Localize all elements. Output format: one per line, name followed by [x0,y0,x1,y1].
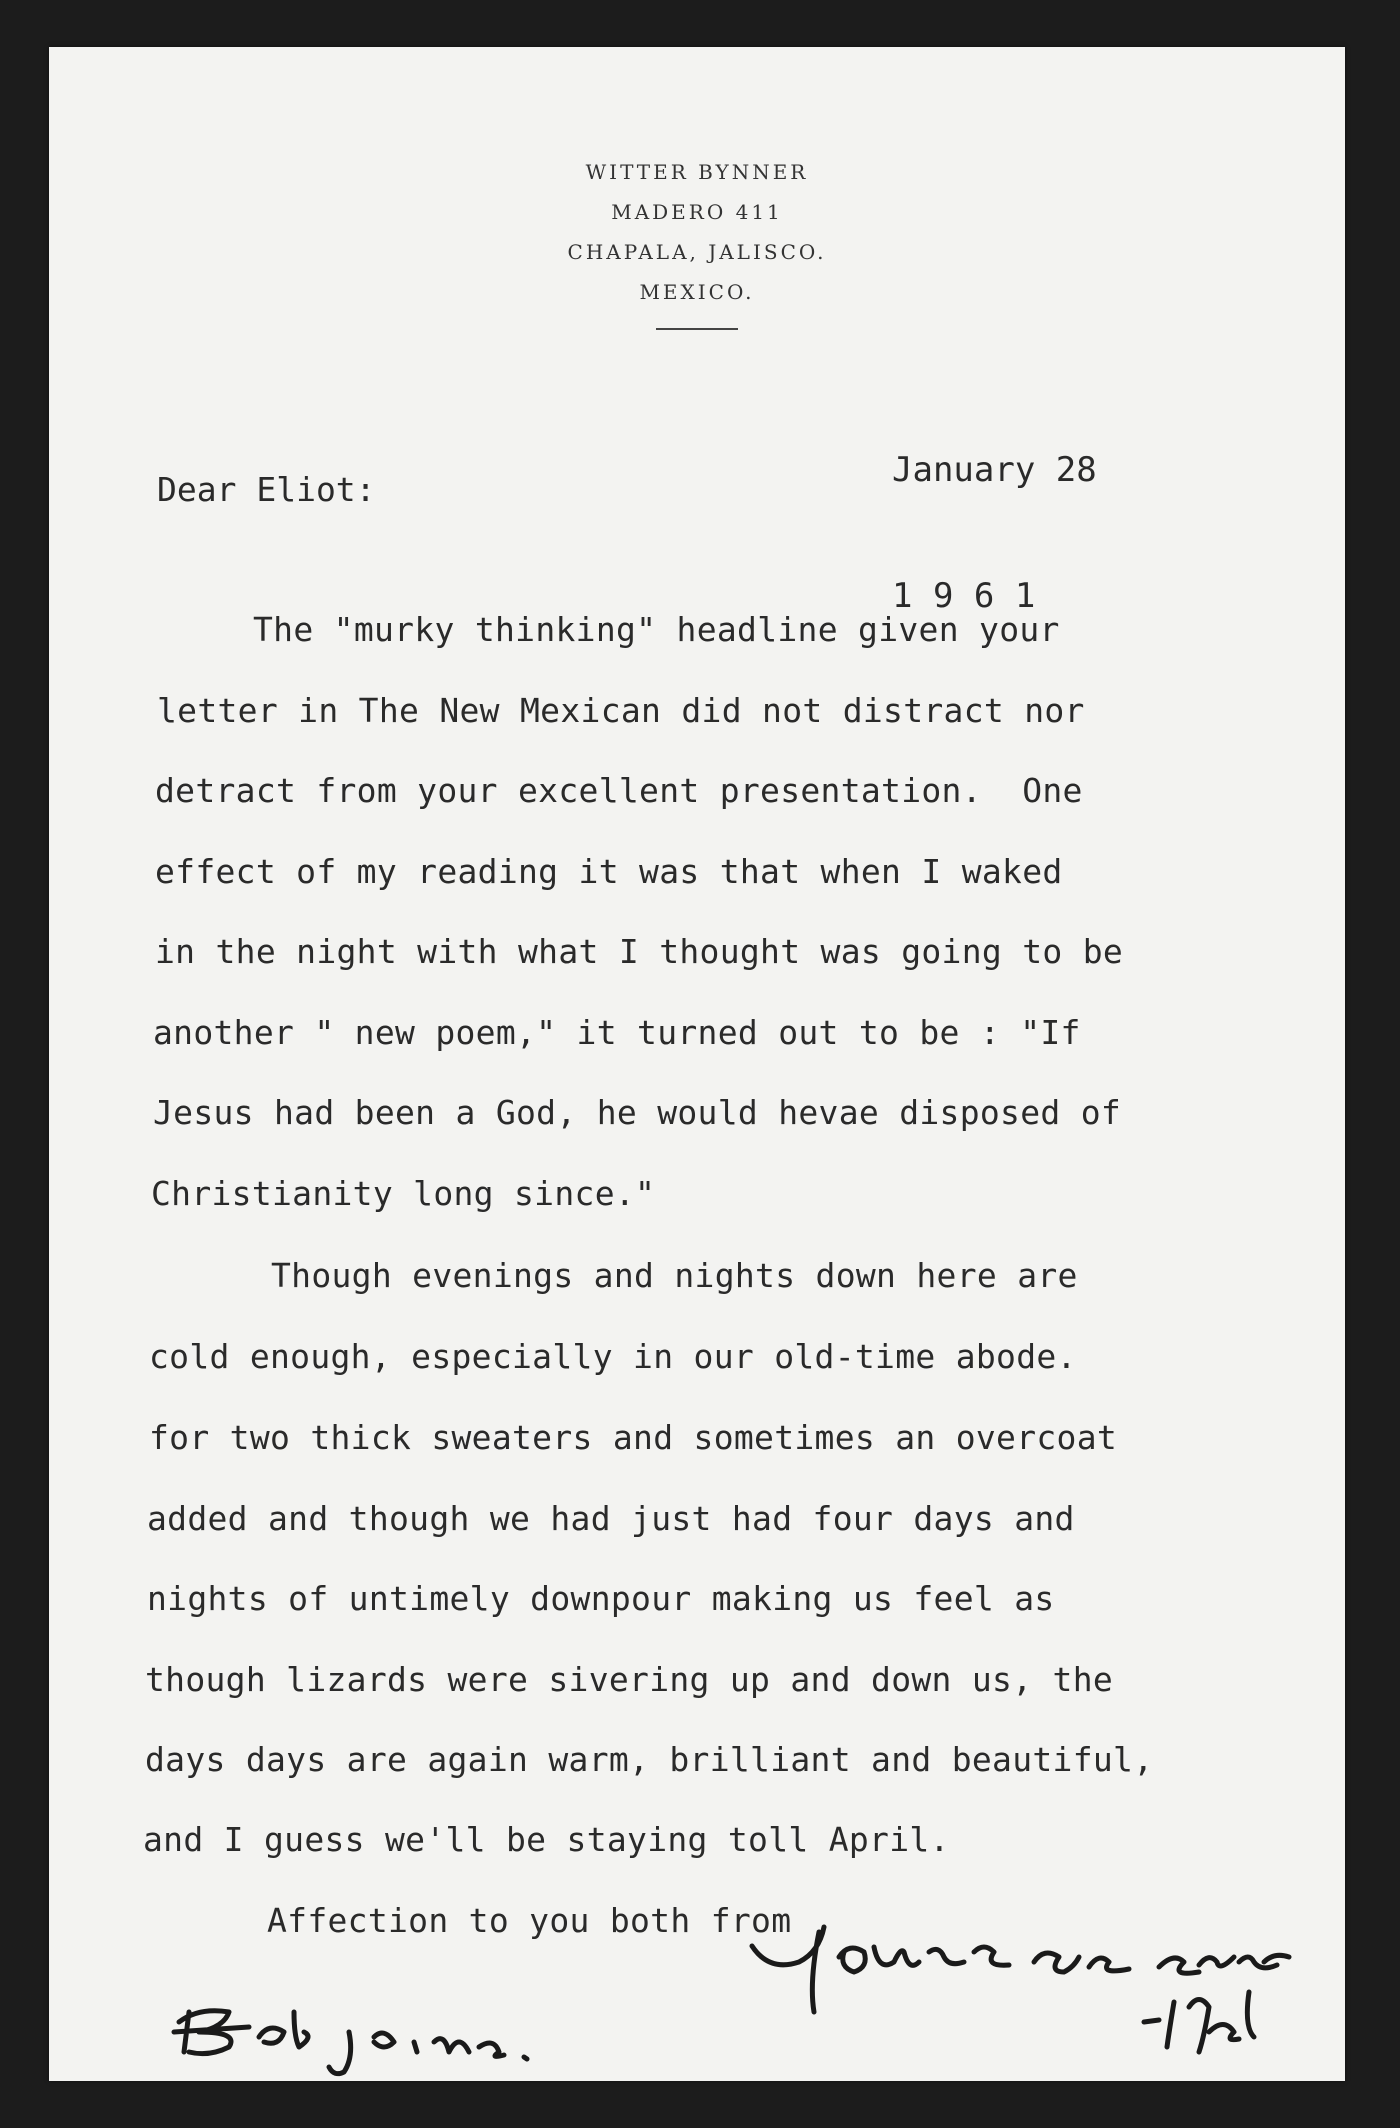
body-line: The "murky thinking" headline given your [253,610,1060,649]
ink-stroke [1034,1953,1129,1972]
salutation: Dear Eliot: [157,470,376,509]
body-line: though lizards were sivering up and down us, the [145,1660,1114,1699]
body-line: in the night with what I thought was going to be [155,932,1124,971]
letterhead-name: WITTER BYNNER [585,160,809,184]
date-year: 1 9 6 1 [892,576,1036,616]
body-line: detract from your excellent presentation. One [155,771,1083,810]
letter-page [49,47,1345,2081]
body-line: Christianity long since." [151,1174,656,1213]
handwritten-signature [49,47,1345,2081]
letterhead-city: CHAPALA, JALISCO. [567,240,827,264]
body-line: and I guess we'll be staying toll April. [143,1820,950,1859]
ink-stroke [839,1947,1009,1972]
body-line: effect of my reading it was that when I waked [155,852,1063,891]
body-line: another " new poem," it turned out to be : "If [153,1013,1081,1052]
body-line: added and though we had just had four days and [147,1499,1075,1538]
body-line: cold enough, especially in our old-time abode. [149,1337,1077,1376]
body-line: for two thick sweaters and sometimes an overcoat [149,1418,1118,1457]
ink-stroke [174,2011,249,2054]
ink-stroke [329,2032,527,2074]
ink-stroke [752,1927,824,2012]
letterhead-street: MADERO 411 [611,200,783,224]
body-line: Jesus had been a God, he would hevae disposed of [153,1093,1122,1132]
body-line: days days are again warm, brilliant and beautiful, [145,1740,1154,1779]
body-line: nights of untimely downpour making us feel as [147,1579,1055,1618]
ink-stroke [1144,1992,1254,2052]
ink-stroke [259,2012,308,2047]
body-line: Affection to you both from [267,1901,792,1940]
date-month-day: January 28 [892,450,1097,490]
ink-stroke [1159,1955,1289,1973]
body-line: Though evenings and nights down here are [271,1256,1078,1295]
body-line: letter in The New Mexican did not distract nor [157,691,1085,730]
letterhead-country: MEXICO. [639,280,755,304]
